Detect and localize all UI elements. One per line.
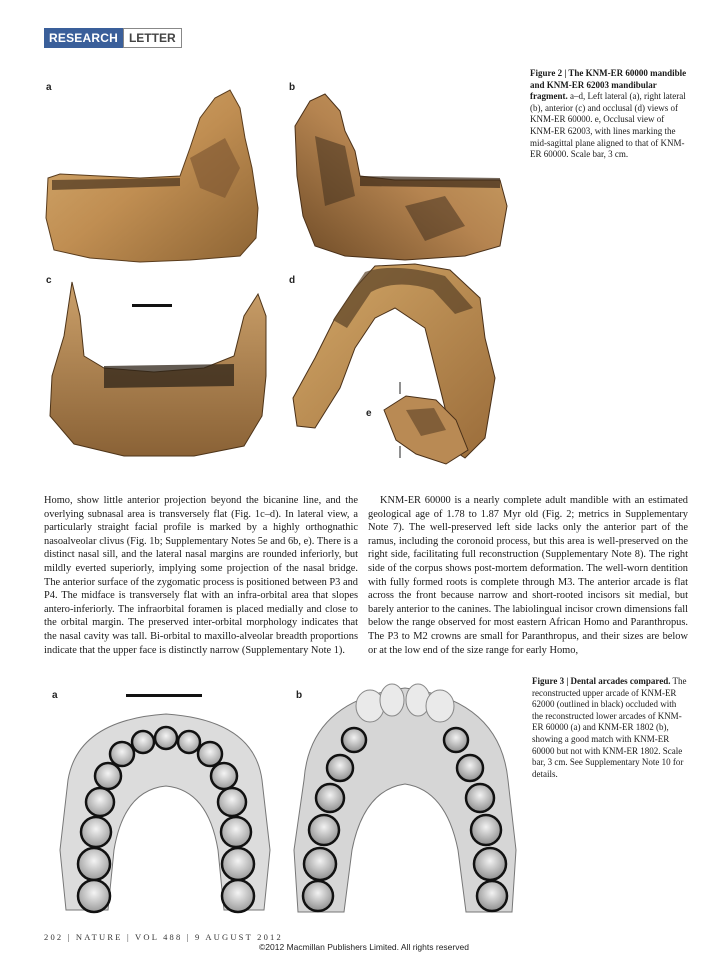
fig3-caption-title: Figure 3 | Dental arcades compared. <box>532 676 671 686</box>
fig3-caption <box>532 676 688 780</box>
fig3-caption-body: The reconstructed upper arcade of KNM-ER 62000 (outlined in black) occluded with the reconstructed lower arcades of KNM-ER 60000 (a) and KNM-ER 1802 (b), showing a good match with KNM-ER 60000 but not with KNM-ER 1802. Scale bar, 3 cm. See Supplementary Note 10 for details. <box>532 676 687 779</box>
body-right-paragraph: KNM-ER 60000 is a nearly complete adult mandible with an estimated geological age of 1.78 to 1.87 Myr old (Fig. 2; metrics in Supplementary Note 7). The well-preserved left side lacks only the anterior part of the ramus, including the coronoid process, but this area is well-preserved on the right side, facilitating full reconstruction (Supplementary Note 8). The right side of the corpus shows post-mortem deformation. The well-worn dentition with fully formed roots is complete through M3. The anterior arcade is flat across the front because narrow and short-rooted incisors sit medial, but barely anterior to the canines. The labiolingual incisor crown dimensions fall below the range observed for most eastern African Homo and Paranthropus. The P3 to M2 crowns are small for Paranthropus, and their sizes are below or at the low end of the size range for early Homo, <box>368 495 688 656</box>
page-footer-citation: 202 | NATURE | VOL 488 | 9 AUGUST 2012 <box>44 932 283 942</box>
fig2-caption <box>530 68 688 161</box>
page-footer-copyright: ©2012 Macmillan Publishers Limited. All rights reserved <box>259 942 469 952</box>
fig2-label-d: d <box>289 275 296 286</box>
fig2-panel-b-mandible-right-lateral <box>285 76 515 266</box>
fig3-panel-b-arcade-render <box>290 680 520 914</box>
body-left-paragraph: Homo, show little anterior projection beyond the bicanine line, and the overlying subnasal area is transversely flat (Fig. 1c–d). In lateral view, a particularly straight facial profile is marked by a highly orthognathic nasoalveolar clivus (Fig. 1b; Supplementary Notes 5e and 6b, e). There is a distinct nasal sill, and the lateral nasal margins are rounded inferiorly, but mildly everted superiorly, implying some projection of the nasal bridge. The anterior surface of the zygomatic process is positioned between P3 and P4. The midface is transversely flat with an infra-orbital area that slopes antero-inferiorly. The infraorbital foramen is placed medially and close to the orbital margin. The preserved inter-orbital morphology indicates that the nasal cavity was tall. Bi-orbital to maxillo-alveolar breadth proportions indicate that the upper face is distinctly narrow (Supplementary Note 1). <box>44 495 358 656</box>
fig2-caption-body: a–d, Left lateral (a), right lateral (b), anterior (c) and occlusal (d) views of KNM-ER 60000. e, Occlusal view of KNM-ER 62003, with lines marking the mid-sagittal plane aligned to that of KNM-ER 60000. Scale bar, 3 cm. <box>530 91 686 160</box>
fig2-caption-title: Figure 2 | The KNM-ER 60000 mandible and KNM-ER 62003 mandibular fragment. <box>530 68 687 102</box>
fig3-label-a: a <box>52 690 58 701</box>
fig2-panel-c-mandible-anterior <box>44 276 278 466</box>
research-tag: RESEARCH <box>44 28 123 48</box>
fig3-label-b: b <box>296 690 303 701</box>
fig2-label-a: a <box>46 82 52 93</box>
body-column-left <box>44 494 358 657</box>
body-column-right <box>368 494 688 657</box>
letter-tag: LETTER <box>123 28 182 48</box>
fig2-panel-a-mandible-left-lateral <box>40 78 280 268</box>
fig2-panel-e-fragment-occlusal <box>376 380 476 470</box>
fig2-label-b: b <box>289 82 296 93</box>
fig2-label-e: e <box>366 408 372 419</box>
fig3-panel-a-arcade-render <box>48 700 282 912</box>
fig2-label-c: c <box>46 275 52 286</box>
fig3-scale-bar <box>126 694 202 697</box>
section-header <box>44 28 182 48</box>
